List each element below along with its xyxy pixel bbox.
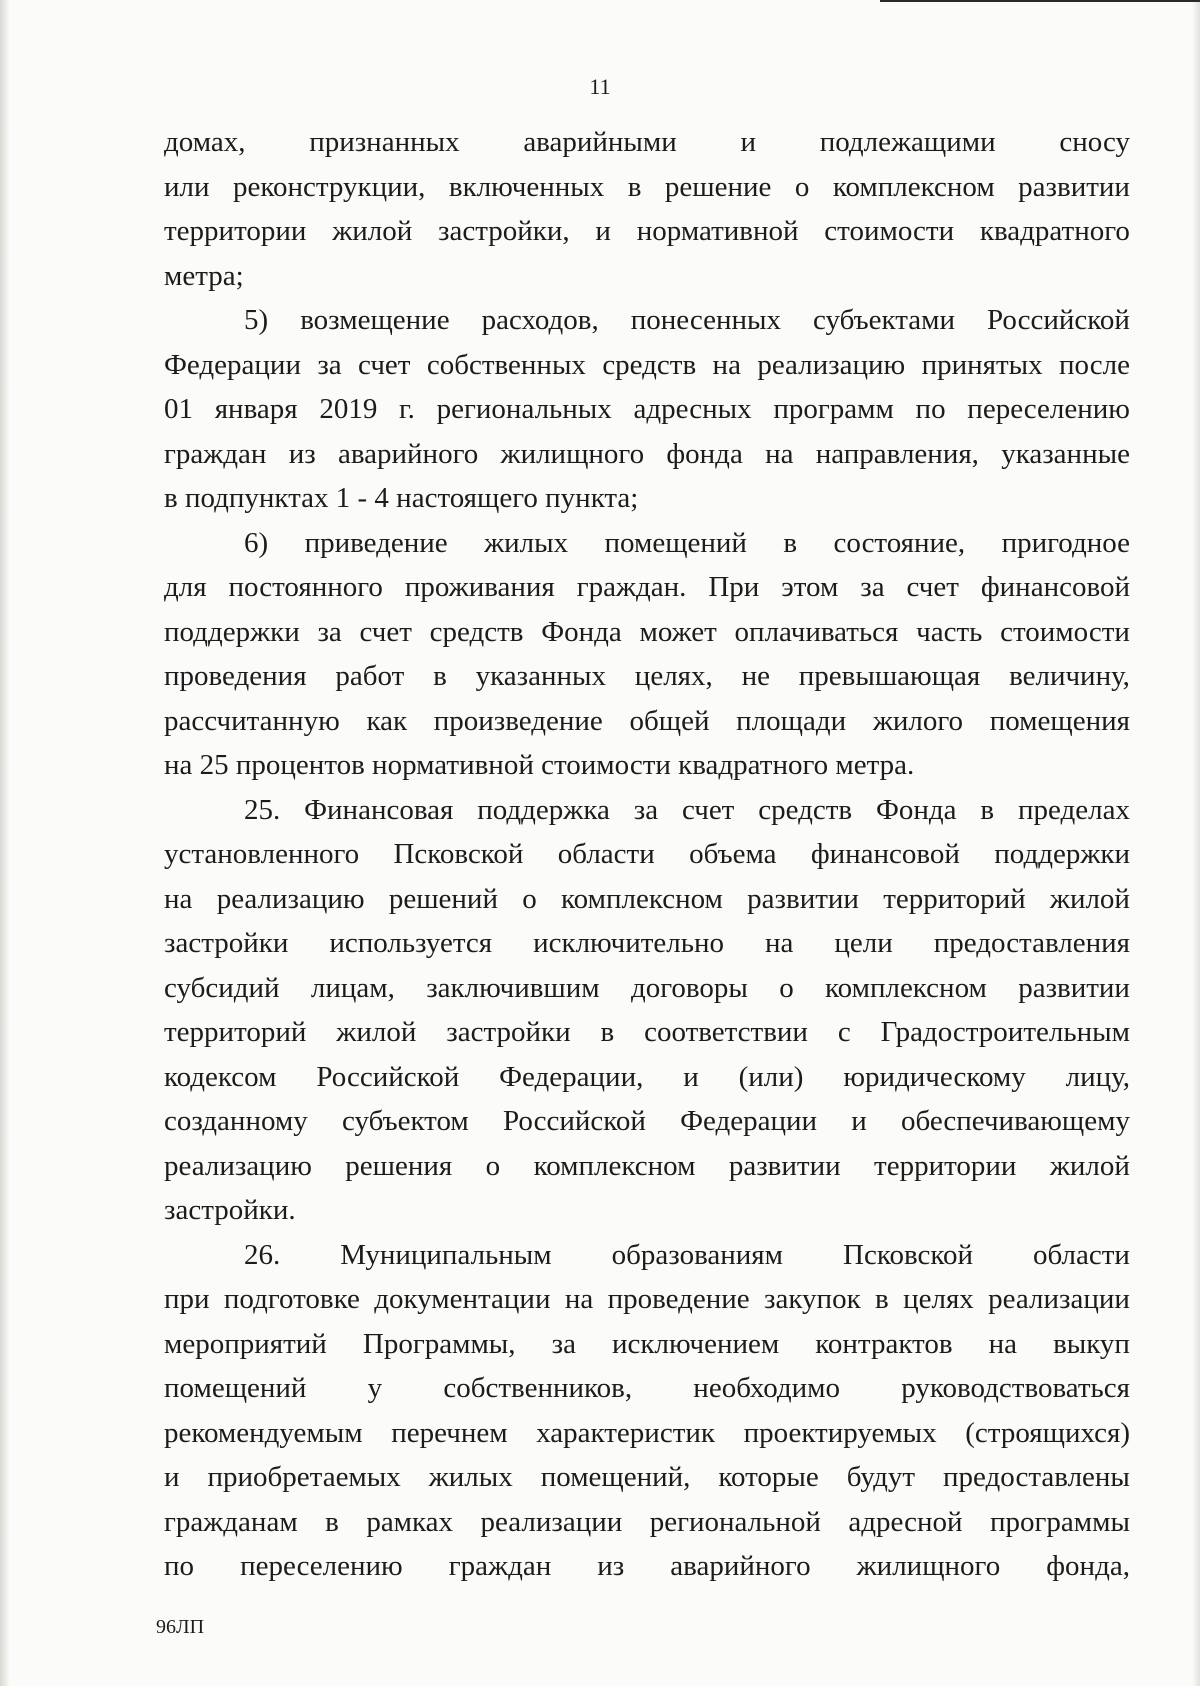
word: территории [874,1149,1017,1182]
text-line [164,1099,1130,1144]
word: (или) [738,1060,804,1093]
text-line [164,1055,1130,1100]
word: понесенных [630,304,781,336]
word: поддержки [994,838,1130,870]
word: 26. [244,1238,281,1271]
word: за [317,615,342,648]
word: работ [335,660,405,692]
word: собственников, [443,1372,633,1404]
word: предоставлены [943,1461,1130,1493]
word: указанные [1001,437,1130,470]
word: нормативной [636,215,799,247]
word: адресных [633,393,752,425]
word: субъектами [813,304,955,336]
word: часть [916,615,983,648]
word: жилищного [500,437,645,470]
word: застройки, [438,215,570,247]
text-line [164,1233,1130,1278]
word: в [980,793,995,826]
word: признанных [309,126,460,158]
word: состояние, [833,526,966,559]
word: площади [736,704,847,737]
word: решение [664,170,772,203]
word: фонда [666,437,743,470]
word: реализацию [216,882,365,915]
word: поддержки [164,615,300,648]
word: о [794,170,810,203]
word: поддержка [477,793,610,826]
word: рекомендуемым [164,1416,363,1449]
word: аварийными [523,126,677,158]
word: квадратного [979,215,1130,247]
word: счет [358,348,411,381]
word: развитии [1018,170,1130,203]
word: включенных [448,170,605,203]
word: возмещение [300,304,450,336]
word: исключительно [533,927,724,959]
word: обеспечивающему [900,1105,1130,1137]
word: адресной [848,1505,963,1538]
word: как [366,704,408,737]
word: подлежащими [819,126,996,158]
word: 01 [164,393,193,425]
word: используется [329,927,493,959]
text-line [164,1455,1130,1500]
word: 2019 [319,393,378,425]
text-line [164,654,1130,699]
word: развитии [1018,971,1130,1004]
word: за [317,348,342,381]
text-line [164,1322,1130,1367]
word: постоянного [228,571,383,603]
word: Фонда [541,615,622,648]
text-line [164,165,1130,210]
word: программ [773,393,894,425]
word: Российской [502,1105,646,1137]
text-line [164,1144,1130,1189]
word: Федерации [680,1105,818,1137]
word: территории [164,215,307,247]
text-line [164,921,1130,966]
word: счет [359,615,412,648]
word: комплексном [533,1149,696,1182]
word: субъектом [341,1105,469,1137]
word: превышающая [798,660,981,692]
word: после [1059,348,1130,381]
word: мероприятий [164,1327,327,1360]
text-line [164,120,1130,165]
word: созданному [164,1105,308,1137]
word: решения [345,1149,453,1182]
word: расходов, [481,304,599,336]
word: пригодное [1001,526,1130,559]
word: рамках [366,1505,454,1538]
word: в [433,660,447,692]
word: территорий [164,1016,307,1048]
word: сносу [1059,126,1130,158]
word: и [164,1461,180,1493]
word: образованиям [611,1238,783,1271]
word: заключившим [426,971,600,1004]
word: жилищного [856,1550,1001,1582]
word: из [597,1550,625,1582]
word: реконструкции, [233,170,426,203]
word: исключением [612,1327,780,1360]
text-line [164,432,1130,477]
text-line: застройки. [164,1194,296,1226]
footer-code: 96ЛП [156,1616,205,1638]
word: переселению [240,1550,403,1582]
text-line [164,298,1130,343]
word: Муниципальным [340,1238,552,1271]
word: комплексном [561,882,723,915]
word: Псковской [843,1238,973,1271]
word: договоры [630,971,748,1004]
word: субсидий [164,971,280,1004]
text-line [164,966,1130,1011]
text-line [164,788,1130,833]
word: на [764,927,794,959]
word: проведения [164,660,307,692]
text-line [164,343,1130,388]
word: на [712,348,741,381]
word: января [214,393,298,425]
word: на [988,1327,1017,1360]
text-line: на 25 процентов нормативной стоимости квадратного метра. [164,749,915,781]
word: указанных [475,660,606,692]
word: переселению [967,393,1130,425]
word: помещений [164,1372,307,1404]
word: проведение [607,1283,750,1315]
word: контрактов [815,1327,953,1360]
word: комплексном [825,971,987,1004]
word: 6) [244,526,269,559]
word: средств [602,348,697,381]
word: проживания [404,571,555,603]
body-text [164,120,1130,1589]
word: и [851,1105,867,1137]
word: юридическому [843,1060,1026,1093]
scan-edge-right [1192,0,1200,1686]
text-line [164,1366,1130,1411]
word: жилой [1049,882,1130,915]
word: 5) [244,304,269,336]
word: в [627,170,642,203]
text-line [164,1544,1130,1589]
text-line [164,1500,1130,1545]
word: которые [718,1461,819,1493]
word: установленного [164,838,360,870]
word: Градостроительным [880,1016,1130,1048]
word: принятых [921,348,1043,381]
word: величину, [1009,660,1130,692]
word: финансовой [810,838,960,870]
word: (строящихся) [965,1416,1130,1449]
scan-edge-left [0,0,10,1686]
word: из [288,437,316,470]
word: развитии [728,1149,841,1182]
word: руководствоваться [901,1372,1130,1404]
word: на [164,882,193,915]
word: застройки [164,927,289,959]
word: документации [374,1283,551,1315]
word: приобретаемых [207,1461,401,1493]
word: реализацию [164,1149,312,1182]
text-line [164,521,1130,566]
word: о [522,882,537,915]
word: Финансовая [304,793,454,826]
word: стоимости [824,215,955,247]
word: Федерации [164,348,301,381]
word: помещений, [540,1461,691,1493]
text-line [164,1010,1130,1055]
word: у [367,1372,383,1404]
word: жилого [872,704,964,737]
word: собственных [426,348,586,381]
word: о [485,1149,501,1182]
text-line [164,699,1130,744]
word: финансовой [980,571,1130,603]
word: региональной [649,1505,821,1538]
word: лицу, [1065,1060,1130,1093]
word: жилой [332,215,413,247]
word: приведение [304,526,448,559]
word: общей [629,704,710,737]
text-line [164,832,1130,877]
word: соответствии [644,1016,808,1048]
word: цели [834,927,893,959]
word: по [164,1550,195,1582]
word: Федерации, [499,1060,644,1093]
word: рассчитанную [164,704,340,737]
word: территорий [883,882,1026,915]
word: может [639,615,717,648]
word: Фонда [875,793,957,826]
word: на [564,1283,594,1315]
word: произведение [433,704,603,737]
word: с [837,1016,851,1048]
word: предоставления [933,927,1130,959]
word: счет [681,793,735,826]
word: не [741,660,770,692]
word: выкуп [1053,1327,1130,1360]
word: жилых [484,526,569,559]
text-line: в подпунктах 1 - 4 настоящего пункта; [164,482,639,514]
word: будут [846,1461,916,1493]
word: застройки [446,1016,571,1048]
word: Российской [987,304,1130,336]
scan-top-line [880,0,1200,2]
word: или [164,170,210,203]
word: гражданам [164,1505,298,1538]
word: реализации [480,1505,623,1538]
word: домах, [164,126,246,158]
word: реализацию [757,348,906,381]
word: этом [781,571,839,603]
word: реализации [988,1283,1130,1315]
word: по [915,393,946,425]
word: подготовке [223,1283,360,1315]
word: граждан. [576,571,687,603]
word: Российской [316,1060,460,1093]
word: за [633,793,659,826]
word: кодексом [164,1060,277,1093]
word: жилой [336,1016,417,1048]
word: стоимости [1000,615,1130,648]
word: закупок [764,1283,861,1315]
word: объема [689,838,777,870]
word: При [708,571,760,603]
word: и [595,215,611,247]
word: счет [906,571,959,603]
text-line [164,877,1130,922]
word: 25. [244,793,281,826]
text-line [164,610,1130,655]
word: оплачиваться [734,615,899,648]
word: жилых [428,1461,513,1493]
word: перечнем [391,1416,508,1449]
text-line [164,387,1130,432]
word: и [740,126,757,158]
word: в [600,1016,615,1048]
word: помещения [989,704,1130,737]
word: комплексном [832,170,995,203]
word: при [164,1283,210,1315]
word: аварийного [337,437,479,470]
text-line: метра; [164,259,244,292]
word: фонда, [1046,1550,1130,1582]
word: на [765,437,794,470]
word: и [683,1060,699,1093]
word: проектируемых [743,1416,937,1449]
word: за [860,571,885,603]
word: решений [388,882,498,915]
word: в [325,1505,339,1538]
word: помещений [604,526,747,559]
word: пределах [1017,793,1130,826]
word: аварийного [670,1550,811,1582]
text-line [164,565,1130,610]
word: лицам, [310,971,395,1004]
text-line [164,1277,1130,1322]
word: г. [399,393,415,425]
word: направления, [815,437,979,470]
word: необходимо [693,1372,841,1404]
word: жилой [1049,1149,1130,1182]
word: программы [989,1505,1130,1538]
word: Псковской [393,838,524,870]
word: о [779,971,794,1004]
text-line [164,1411,1130,1456]
word: за [551,1327,576,1360]
word: целях, [634,660,713,692]
word: в [783,526,798,559]
word: средств [758,793,853,826]
word: граждан [164,437,267,470]
word: для [164,571,207,603]
word: области [557,838,655,870]
word: в [875,1283,889,1315]
word: характеристик [536,1416,715,1449]
word: средств [429,615,524,648]
word: развитии [747,882,859,915]
word: целях [903,1283,974,1315]
page-number: 11 [589,74,611,99]
word: граждан [448,1550,552,1582]
word: области [1033,1238,1130,1271]
text-line [164,209,1130,254]
word: региональных [436,393,612,425]
word: Программы, [362,1327,516,1360]
